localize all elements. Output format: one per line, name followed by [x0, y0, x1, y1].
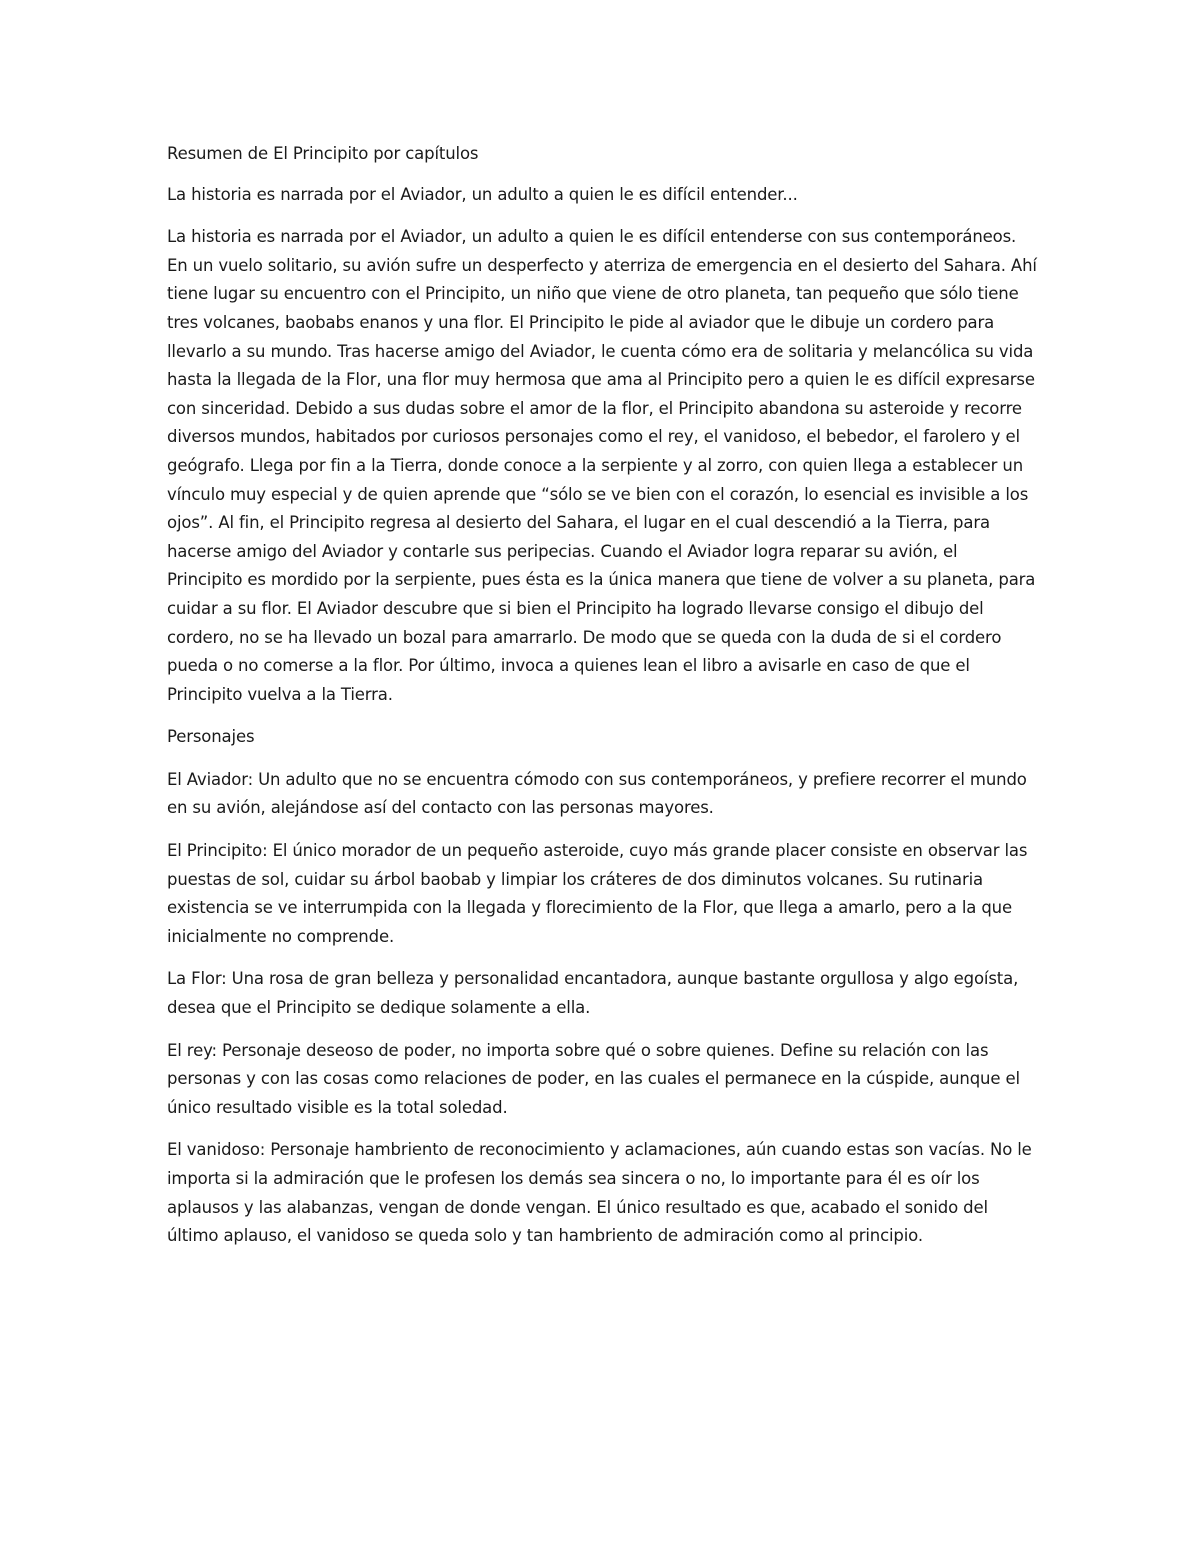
- characters-heading: Personajes: [167, 727, 255, 747]
- document-page: [167, 140, 1037, 1265]
- summary-teaser: La historia es narrada por el Aviador, un adulto a quien le es difícil entender...: [167, 184, 798, 204]
- summary-paragraph: La historia es narrada por el Aviador, un adulto a quien le es difícil entenderse con sus contemporáneos. En un vuelo solitario, su avión sufre un desperfecto y aterriza de emergencia en el desierto del Sahara. Ahí tiene lugar su encuentro con el Principito, un niño que viene de otro planeta, tan pequeño que sólo tiene tres volcanes, baobabs enanos y una flor. El Principito le pide al aviador que le dibuje un cordero para llevarlo a su mundo. Tras hacerse amigo del Aviador, le cuenta cómo era de solitaria y melancólica su vida hasta la llegada de la Flor, una flor muy hermosa que ama al Principito pero a quien le es difícil expresarse con sinceridad. Debido a sus dudas sobre el amor de la flor, el Principito abandona su asteroide y recorre diversos mundos, habitados por curiosos personajes como el rey, el vanidoso, el bebedor, el farolero y el geógrafo. Llega por fin a la Tierra, donde conoce a la serpiente y al zorro, con quien llega a establecer un vínculo muy especial y de quien aprende que “sólo se ve bien con el corazón, lo esencial es invisible a los ojos”. Al fin, el Principito regresa al desierto del Sahara, el lugar en el cual descendió a la Tierra, para hacerse amigo del Aviador y contarle sus peripecias. Cuando el Aviador logra reparar su avión, el Principito es mordido por la serpiente, pues ésta es la única manera que tiene de volver a su planeta, para cuidar a su flor. El Aviador descubre que si bien el Principito ha logrado llevarse consigo el dibujo del cordero, no se ha llevado un bozal para amarrarlo. De modo que se queda con la duda de si el cordero pueda o no comerse a la flor. Por último, invoca a quienes lean el libro a avisarle en caso de que el Principito vuelva a la Tierra.: [167, 227, 1037, 704]
- character-flor: La Flor: Una rosa de gran belleza y personalidad encantadora, aunque bastante orgullosa y algo egoísta, desea que el Principito se dedique solamente a ella.: [167, 969, 1019, 1018]
- character-aviador: El Aviador: Un adulto que no se encuentra cómodo con sus contemporáneos, y prefiere recorrer el mundo en su avión, alejándose así del contacto con las personas mayores.: [167, 769, 1027, 818]
- character-rey: El rey: Personaje deseoso de poder, no importa sobre qué o sobre quienes. Define su relación con las personas y con las cosas como relaciones de poder, en las cuales el permanece en la cúspide, aunque el único resultado visible es la total soledad.: [167, 1040, 1020, 1117]
- character-vanidoso: El vanidoso: Personaje hambriento de reconocimiento y aclamaciones, aún cuando estas son vacías. No le importa si la admiración que le profesen los demás sea sincera o no, lo importante para él es oír los aplausos y las alabanzas, vengan de donde vengan. El único resultado es que, acabado el sonido del último aplauso, el vanidoso se queda solo y tan hambriento de admiración como al principio.: [167, 1140, 1032, 1246]
- character-principito: El Principito: El único morador de un pequeño asteroide, cuyo más grande placer consiste en observar las puestas de sol, cuidar su árbol baobab y limpiar los cráteres de dos diminutos volcanes. Su rutinaria existencia se ve interrumpida con la llegada y florecimiento de la Flor, que llega a amarlo, pero a la que inicialmente no comprende.: [167, 841, 1028, 946]
- document-title: Resumen de El Principito por capítulos: [167, 144, 479, 163]
